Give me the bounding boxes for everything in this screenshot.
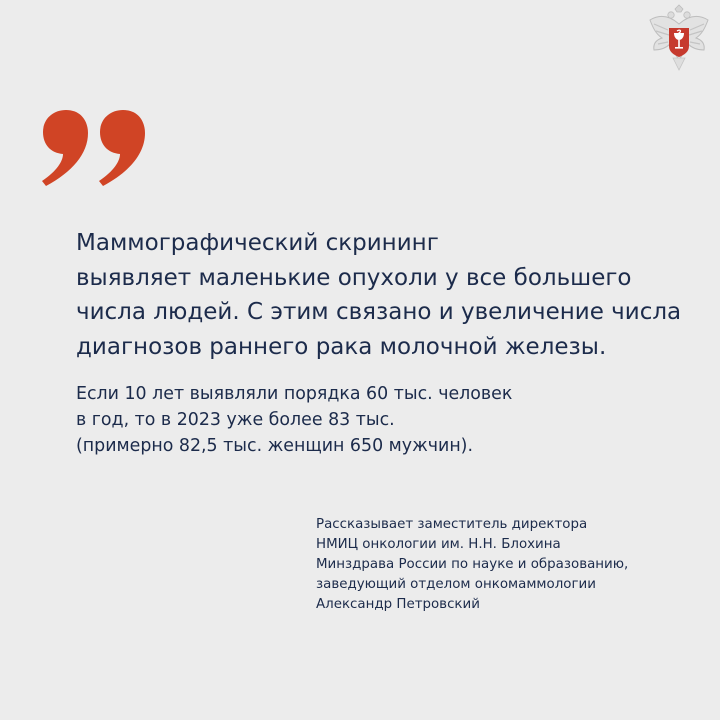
statistics-text: Если 10 лет выявляли порядка 60 тыс. человек в год, то в 2023 уже более 83 тыс. (примерно 82,5 тыс. женщин 650 мужчин). <box>76 384 513 456</box>
ministry-of-health-emblem-icon <box>644 4 714 74</box>
main-quote-text: Маммографический скрининг выявляет маленькие опухоли у все большего числа людей. С этим связано и увеличение числа диагнозов раннего рака молочной железы. <box>76 230 682 360</box>
quotation-mark-icon <box>40 110 148 190</box>
attribution-text: Рассказывает заместитель директора НМИЦ онкологии им. Н.Н. Блохина Минздрава России по науке и образованию, заведующий отделом онкомаммологии Александр Петровский <box>316 517 629 612</box>
